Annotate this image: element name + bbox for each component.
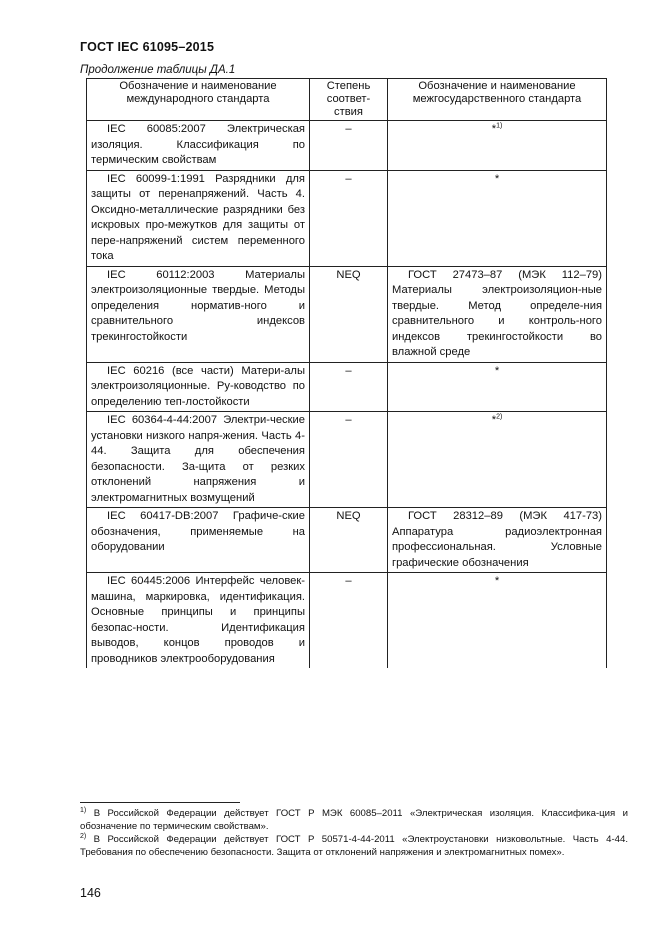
interstate-standard-cell (388, 362, 607, 412)
no-standard-star: * (494, 172, 500, 185)
degree-cell: NEQ (310, 266, 388, 362)
table-row (87, 573, 607, 669)
interstate-standard-cell (388, 412, 607, 508)
table-row (87, 170, 607, 266)
footnote-text: В Российской Федерации действует ГОСТ Р МЭК 60085–2011 «Электрическая изоляция. Классифика-ция и обозначение по термическим свойствам». (80, 808, 628, 832)
footnotes (80, 808, 628, 860)
no-standard-star: * (491, 123, 497, 135)
international-standard-cell (87, 508, 310, 573)
no-standard-star: * (491, 414, 497, 426)
interstate-standard-text: ГОСТ 28312–89 (МЭК 417-73) Аппаратура радиоэлектронная профессиональная. Условные графические обозначения (392, 510, 602, 569)
footnote-text: В Российской Федерации действует ГОСТ Р 50571-4-44-2011 «Электроустановки низковольтные. Часть 4-44. Требования по обеспечению безопасности. Защита от отклонений напряжения и электромагнитных помех». (80, 834, 628, 858)
international-standard-text: IEC 60364-4-44:2007 Электри-ческие установки низкого напря-жения. Часть 4-44. Защита для обеспечения безопасности. За-щита от резких отклонений напряжения и электромагнитных возмущений (91, 414, 305, 504)
international-standard-cell (87, 266, 310, 362)
international-standard-cell (87, 412, 310, 508)
interstate-standard-cell (388, 170, 607, 266)
page-number: 146 (80, 886, 101, 900)
degree-cell: – (310, 412, 388, 508)
table-row (87, 121, 607, 171)
footnote-separator (80, 802, 240, 803)
international-standard-cell (87, 362, 310, 412)
table-row (87, 266, 607, 362)
table-row (87, 362, 607, 412)
footnote-1 (80, 808, 628, 833)
international-standard-text: IEC 60099-1:1991 Разрядники для защиты от перенапряжений. Часть 4. Оксидно-металлические разрядники без искровых про-межутков для защиты от пере-напряжений систем переменного тока (91, 172, 305, 262)
table-continuation-label: Продолжение таблицы ДА.1 (80, 64, 236, 76)
no-standard-star: * (494, 575, 500, 587)
footnote-2 (80, 834, 628, 859)
table-row (87, 508, 607, 573)
footnote-ref: 2) (496, 413, 503, 421)
interstate-standard-text: ГОСТ 27473–87 (МЭК 112–79) Материалы электроизоляцион-ные твердые. Метод определе-ния сравнительного и контроль-ного индексов трекингостойкости во влажной среде (392, 268, 602, 358)
international-standard-text: IEC 60445:2006 Интерфейс человек-машина, маркировка, идентификация. Основные принципы и принципы безопас-ности. Идентификация выводов, концов проводов и проводников электрооборудования (91, 575, 305, 665)
no-standard-star: * (494, 364, 500, 377)
degree-cell: – (310, 121, 388, 171)
degree-cell: – (310, 573, 388, 669)
degree-cell: – (310, 170, 388, 266)
degree-cell: – (310, 362, 388, 412)
international-standard-cell (87, 121, 310, 171)
column-header-interstate: Обозначение и наименование межгосударственного стандарта (388, 79, 607, 121)
international-standard-text: IEC 60112:2003 Материалы электроизоляционные твердые. Методы определения норматив-ного и сравнительного индексов трекингостойкости (91, 268, 305, 343)
interstate-standard-cell (388, 121, 607, 171)
international-standard-cell (87, 170, 310, 266)
column-header-degree: Степень соответ-ствия (310, 79, 388, 121)
column-header-international: Обозначение и наименование международного стандарта (87, 79, 310, 121)
international-standard-text: IEC 60417-DB:2007 Графиче-ские обозначения, применяемые на оборудовании (91, 510, 305, 553)
interstate-standard-cell (388, 508, 607, 573)
footnote-mark: 2) (80, 832, 87, 840)
standards-table (86, 78, 607, 668)
international-standard-text: IEC 60216 (все части) Матери-алы электроизоляционные. Ру-ководство по определению теп-лостойкости (91, 364, 305, 408)
document-title: ГОСТ IEC 61095–2015 (80, 40, 215, 54)
interstate-standard-cell (388, 266, 607, 362)
table-row (87, 412, 607, 508)
international-standard-text: IEC 60085:2007 Электрическая изоляция. Классификация по термическим свойствам (91, 123, 305, 166)
international-standard-cell (87, 573, 310, 669)
degree-cell: NEQ (310, 508, 388, 573)
footnote-ref: 1) (496, 122, 503, 130)
interstate-standard-cell (388, 573, 607, 669)
footnote-mark: 1) (80, 806, 87, 814)
table-header-row (87, 79, 607, 121)
